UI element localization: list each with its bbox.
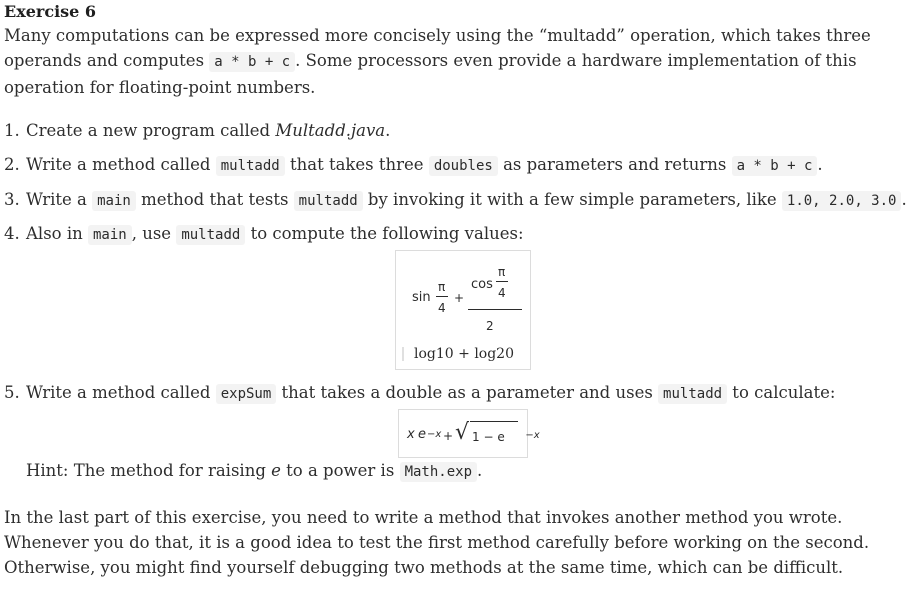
item5-text-b: that takes a double as a parameter and uses xyxy=(276,383,659,402)
closing-paragraph: In the last part of this exercise, you need to write a method that invokes another method you wrote. Whenever you do that, it is a good idea to test the first method carefully before working on the second. Otherwise, you might find yourself debugging two methods at the same time, which can be difficult. xyxy=(4,508,870,577)
hint-code-mathexp: Math.exp xyxy=(400,462,477,482)
item4-text-b: , use xyxy=(131,224,177,243)
hint-text-a: Hint: The method for raising xyxy=(26,461,272,480)
list-item-number: 3. xyxy=(4,190,20,209)
intro-text-a: Many computations can be expressed more concisely using the “multadd” operation, which takes three operands and computes xyxy=(4,26,871,70)
formula-one-minus-e: 1 − e xyxy=(472,430,505,444)
hint-emph-e: e xyxy=(271,461,281,480)
item2-text-b: that takes three xyxy=(284,155,429,174)
intro-text-b: . Some processors even provide a hardware implementation of this operation for floating-point numbers. xyxy=(4,51,857,97)
list-item-3 xyxy=(4,188,907,213)
intro-code-abc: a * b + c xyxy=(209,52,295,72)
item4-text-a: Also in xyxy=(26,224,88,243)
item2-code-multadd: multadd xyxy=(216,156,285,176)
formula-e: e xyxy=(418,427,426,442)
item4-text-c: to compute the following values: xyxy=(245,224,524,243)
list-item-1 xyxy=(4,119,894,143)
list-item-5 xyxy=(4,381,894,406)
formula-plus: + xyxy=(454,291,465,305)
hint-text-c: . xyxy=(477,461,483,480)
formula-fraction-bar xyxy=(496,281,508,282)
item3-text-d: . xyxy=(901,190,907,209)
formula-logs: log10 + log20 xyxy=(402,347,514,361)
formula-plus: + xyxy=(443,429,454,443)
list-item-4 xyxy=(4,222,894,247)
item2-text-d: . xyxy=(817,155,823,174)
item3-text-c: by invoking it with a few simple parameters, like xyxy=(362,190,782,209)
intro-paragraph xyxy=(4,23,894,100)
item3-text-b: method that tests xyxy=(135,190,294,209)
hint-text-b: to a power is xyxy=(280,461,400,480)
formula-sin: sin xyxy=(412,290,431,305)
item1-filename: Multadd.java xyxy=(275,121,386,140)
formula-pi-1: π xyxy=(438,280,446,294)
item5-text-c: to calculate: xyxy=(727,383,836,402)
list-item-2 xyxy=(4,153,894,178)
item2-text-a: Write a method called xyxy=(26,155,216,174)
list-item-number: 1. xyxy=(4,121,20,140)
formula-four-2: 4 xyxy=(498,286,506,300)
item4-code-main: main xyxy=(88,225,132,245)
list-item-number: 2. xyxy=(4,155,20,174)
item2-code-doubles: doubles xyxy=(429,156,498,176)
formula-radical: √ xyxy=(455,420,470,445)
item3-code-multadd: multadd xyxy=(294,191,363,211)
formula-box-trig xyxy=(395,250,531,370)
item5-code-expsum: expSum xyxy=(216,384,277,404)
item4-code-multadd: multadd xyxy=(176,225,245,245)
item1-text-b: . xyxy=(385,121,391,140)
exercise-title: Exercise 6 xyxy=(4,2,97,21)
item2-text-c: as parameters and returns xyxy=(497,155,732,174)
hint-text xyxy=(26,459,482,484)
formula-two: 2 xyxy=(486,319,494,333)
list-item-number: 4. xyxy=(4,224,20,243)
formula-exponent: −x xyxy=(427,429,442,440)
formula-exponent-2: −x xyxy=(525,430,540,441)
formula-box-exp xyxy=(398,409,540,458)
formula-radical-bar xyxy=(470,421,518,422)
formula-pi-2: π xyxy=(498,265,506,279)
list-item-number: 5. xyxy=(4,383,20,402)
formula-cos: cos xyxy=(471,277,493,292)
item3-code-params: 1.0, 2.0, 3.0 xyxy=(782,191,902,211)
formula-fraction-bar xyxy=(468,309,522,310)
formula-fraction-bar xyxy=(436,296,448,297)
item3-code-main: main xyxy=(92,191,136,211)
formula-four-1: 4 xyxy=(438,301,446,315)
item1-text-a: Create a new program called xyxy=(26,121,276,140)
item3-text-a: Write a xyxy=(26,190,93,209)
item2-code-abc: a * b + c xyxy=(732,156,818,176)
item5-code-multadd: multadd xyxy=(658,384,727,404)
item5-text-a: Write a method called xyxy=(26,383,216,402)
formula-x: x xyxy=(407,427,415,442)
